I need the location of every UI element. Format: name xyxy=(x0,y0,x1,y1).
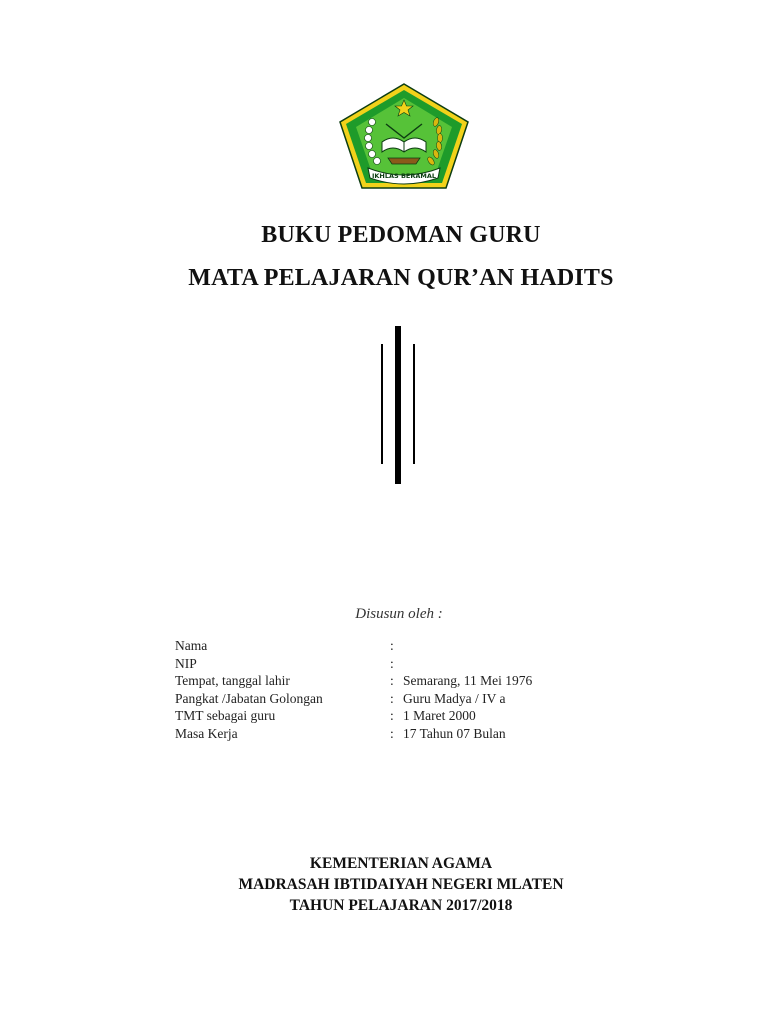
academic-year: TAHUN PELAJARAN 2017/2018 xyxy=(289,897,513,914)
info-row-rank xyxy=(175,690,532,708)
info-row-birth xyxy=(175,672,532,690)
info-row-name xyxy=(175,637,532,655)
info-colon: : xyxy=(390,655,394,671)
prepared-by-label: Disusun oleh : xyxy=(355,606,443,622)
ribbon-text: IKHLAS BERAMAL xyxy=(371,172,437,180)
info-label: Pangkat /Jabatan Golongan xyxy=(175,690,323,706)
info-row-nip xyxy=(175,655,532,673)
info-colon: : xyxy=(390,725,394,741)
info-label: TMT sebagai guru xyxy=(175,708,276,723)
info-label: Nama xyxy=(175,638,208,653)
info-value: Semarang, 11 Mei 1976 xyxy=(403,673,533,688)
info-value: Guru Madya / IV a xyxy=(403,690,506,706)
info-row-service xyxy=(175,725,532,743)
info-label: NIP xyxy=(175,655,197,671)
info-colon: : xyxy=(390,638,394,653)
info-colon: : xyxy=(390,690,394,706)
vertical-line-ornament xyxy=(376,326,420,484)
info-value: 17 Tahun 07 Bulan xyxy=(403,725,506,741)
info-value: 1 Maret 2000 xyxy=(403,708,476,723)
emblem-svg xyxy=(338,82,470,190)
info-label: Masa Kerja xyxy=(175,725,238,741)
info-colon: : xyxy=(390,673,394,688)
ministry-emblem-logo xyxy=(338,82,470,190)
ministry-name: KEMENTERIAN AGAMA xyxy=(309,855,493,872)
info-colon: : xyxy=(390,708,394,723)
info-row-tmt xyxy=(175,707,532,725)
info-label: Tempat, tanggal lahir xyxy=(175,673,290,688)
school-name: MADRASAH IBTIDAIYAH NEGERI MLATEN xyxy=(238,876,564,893)
subject-title: MATA PELAJARAN QUR’AN HADITS xyxy=(188,265,614,291)
author-info-table xyxy=(175,637,532,742)
document-title: BUKU PEDOMAN GURU xyxy=(261,222,541,248)
